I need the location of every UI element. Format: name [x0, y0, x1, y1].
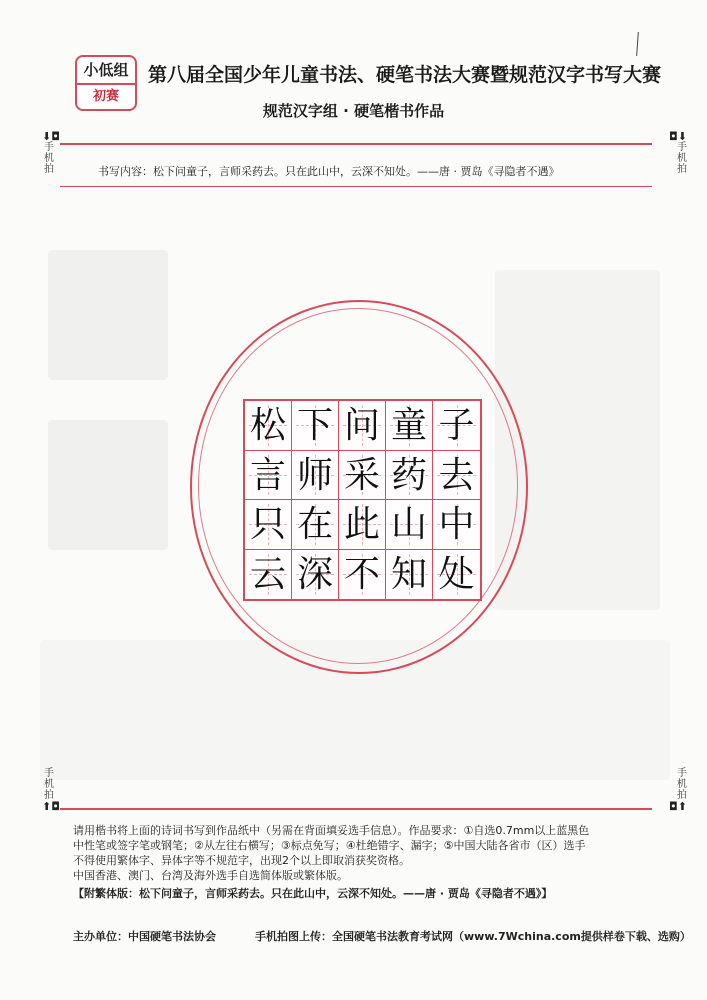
- grid-cell: [386, 500, 433, 550]
- grid-cell: [386, 550, 433, 600]
- writing-grid: [243, 399, 482, 601]
- requirements: [73, 823, 663, 901]
- page-title: 第八届全国少年儿童书法、硬笔书法大赛暨规范汉字书写大赛: [148, 64, 662, 86]
- side-label: 手机拍: [677, 142, 687, 175]
- grid-cell: [339, 500, 386, 550]
- grid-cell: [433, 550, 480, 600]
- grid-cell: [339, 401, 386, 451]
- grid-character: 师: [296, 454, 333, 496]
- grid-cell: [386, 401, 433, 451]
- grid-cell: [433, 401, 480, 451]
- pen-stroke-mark: [636, 32, 639, 56]
- right-photo-mark-bottom: [658, 768, 698, 812]
- bottom-border: [60, 808, 652, 810]
- requirement-line: 不得使用繁体字、异体字等不规范字，出现2个以上即取消获奖资格。: [73, 854, 410, 867]
- grid-cell: [292, 401, 339, 451]
- side-label: 手机拍: [44, 768, 54, 801]
- round-label: 初赛: [92, 89, 119, 104]
- requirement-line: 请用楷书将上面的诗词书写到作品纸中（另需在背面填妥选手信息）。作品要求：①自选0.7mm以上蓝黑色: [73, 824, 590, 837]
- grid-cell: [245, 550, 292, 600]
- grid-character: 言: [249, 454, 286, 496]
- grid-character: 子: [438, 405, 475, 446]
- grid-character: 下: [296, 405, 333, 446]
- grid-cell: [339, 550, 386, 600]
- grid-character: 去: [438, 454, 475, 496]
- camera-icon: ⬇◘: [42, 130, 60, 143]
- organizer: 主办单位：中国硬笔书法协会: [73, 930, 216, 943]
- grid-character: 山: [390, 504, 427, 545]
- grid-character: 童: [390, 405, 427, 446]
- requirement-line: 中国香港、澳门、台湾及海外选手自选简体版或繁体版。: [73, 869, 348, 882]
- grid-cell: [245, 500, 292, 550]
- camera-icon: ⬆◘: [42, 800, 60, 813]
- grid-character: 云: [249, 553, 286, 595]
- top-border: [60, 143, 652, 145]
- top-border-inner: [60, 186, 652, 187]
- left-photo-mark-top: [42, 130, 60, 175]
- grid-cell: [292, 451, 339, 501]
- grid-character: 此: [343, 504, 380, 545]
- camera-icon: ◘⬆: [669, 800, 687, 813]
- group-label: 小低组: [77, 57, 135, 85]
- grid-cell: [292, 500, 339, 550]
- grid-character: 知: [390, 553, 427, 595]
- grid-cell: [433, 451, 480, 501]
- grid-character: 问: [343, 405, 380, 446]
- grid-cell: [386, 451, 433, 501]
- side-label: 手机拍: [44, 142, 54, 175]
- grid-character: 不: [343, 553, 380, 595]
- right-photo-mark-top: [658, 131, 698, 175]
- grid-character: 松: [249, 405, 286, 446]
- grid-cell: [245, 451, 292, 501]
- left-photo-mark-bottom: [42, 768, 60, 813]
- grid-character: 采: [343, 454, 380, 496]
- grid-character: 深: [296, 553, 333, 595]
- requirement-line: 中性笔或签字笔或钢笔；②从左往右横写；③标点免写；④杜绝错字、漏字；⑤中国大陆各省市（区）选手: [73, 839, 586, 852]
- camera-icon: ◘⬇: [669, 130, 687, 143]
- grid-cell: [433, 500, 480, 550]
- grid-character: 在: [296, 504, 333, 545]
- writing-content: 书写内容：松下问童子，言师采药去。只在此山中，云深不知处。——唐 · 贾岛《寻隐者不遇》: [98, 165, 560, 178]
- grid-character: 药: [390, 454, 427, 496]
- grid-character: 只: [249, 504, 286, 545]
- page-subtitle: 规范汉字组 · 硬笔楷书作品: [262, 102, 445, 120]
- bleed-through-block: [48, 250, 168, 380]
- side-label: 手机拍: [677, 768, 687, 801]
- grid-character: 中: [438, 504, 475, 545]
- bleed-through-block: [48, 420, 168, 550]
- traditional-version-note: 【附繁体版：松下问童子，言师采药去。只在此山中，云深不知处。——唐 · 贾岛《寻隐者不遇》】: [73, 887, 553, 900]
- grid-cell: [245, 401, 292, 451]
- upload-info: 手机拍图上传：全国硬笔书法教育考试网（www.7Wchina.com提供样卷下载、选购）: [255, 930, 691, 943]
- grid-character: 处: [438, 553, 475, 595]
- grid-cell: [292, 550, 339, 600]
- grid-cell: [339, 451, 386, 501]
